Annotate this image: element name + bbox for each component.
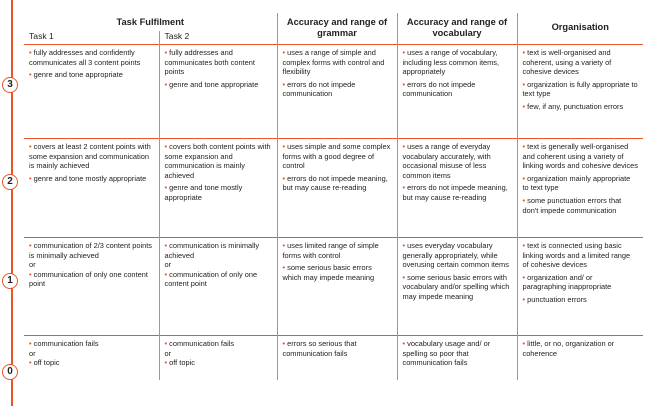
header-task1: Task 1: [29, 31, 54, 41]
bullet-icon: •: [522, 294, 528, 304]
descriptor-text: vocabulary usage and/ or spelling so poor that communication fails: [402, 339, 491, 368]
bullet-icon: •: [29, 269, 34, 279]
descriptor-item: [29, 349, 154, 359]
descriptor-text: genre and tone appropriate: [169, 79, 259, 89]
criteria-cell-task1: [24, 45, 159, 139]
criteria-cell-vocabulary: [397, 336, 517, 380]
descriptor-text: errors do not impede communication: [402, 79, 476, 99]
descriptor-item: [283, 263, 392, 282]
descriptor-item: [29, 174, 154, 184]
descriptor-text: fully addresses and confidently communicates all 3 content points: [29, 48, 141, 67]
descriptor-item: [403, 183, 512, 202]
bullet-icon: •: [522, 142, 528, 151]
descriptor-item: [403, 273, 512, 302]
descriptor-item: [165, 349, 272, 359]
criteria-cell-grammar: [277, 45, 397, 139]
rubric-body: [24, 45, 643, 380]
band-score-badge: 3: [2, 77, 18, 93]
criteria-cell-organisation: [517, 336, 643, 380]
descriptor-item: [165, 358, 272, 368]
descriptor-text: or: [164, 260, 172, 270]
criteria-cell-task2: [159, 238, 277, 336]
descriptor-text: uses a range of simple and complex forms with control and flexibility: [282, 48, 385, 77]
descriptor-item: [165, 48, 272, 77]
header-vocabulary: Accuracy and range of vocabulary: [397, 13, 517, 45]
criteria-cell-vocabulary: [397, 45, 517, 139]
descriptor-text: little, or no, organization or coherence: [522, 339, 615, 358]
descriptor-text: communication fails: [169, 339, 235, 348]
descriptor-item: [403, 241, 512, 270]
criteria-cell-organisation: [517, 45, 643, 139]
criteria-cell-grammar: [277, 139, 397, 238]
bullet-icon: •: [164, 142, 170, 151]
criteria-cell-vocabulary: [397, 238, 517, 336]
score-axis-line: [11, 0, 13, 406]
descriptor-text: communication fails: [33, 339, 99, 348]
bullet-icon: •: [29, 241, 34, 250]
descriptor-item: [283, 80, 392, 99]
descriptor-item: [29, 270, 154, 289]
bullet-icon: •: [164, 48, 170, 57]
bullet-icon: •: [522, 101, 528, 111]
bullet-icon: •: [164, 79, 170, 89]
descriptor-item: [165, 260, 272, 270]
descriptor-text: some serious basic errors which may impede meaning: [282, 263, 375, 282]
descriptor-item: [523, 80, 639, 99]
descriptor-text: uses everyday vocabulary generally appropriately, while overusing certain common items: [402, 241, 509, 270]
criteria-cell-grammar: [277, 238, 397, 336]
descriptor-text: text is connected using basic linking words and a limited range of cohesive devices: [522, 241, 631, 270]
descriptor-text: or: [29, 260, 36, 270]
bullet-icon: •: [402, 142, 408, 151]
descriptor-item: [29, 48, 154, 67]
band-score-badge: 1: [2, 273, 18, 289]
bullet-icon: •: [164, 269, 170, 279]
descriptor-item: [403, 48, 512, 77]
header-grammar: Accuracy and range of grammar: [277, 13, 397, 45]
descriptor-text: uses simple and some complex forms with a good degree of control: [282, 142, 391, 171]
descriptor-text: communication of only one content point: [29, 269, 148, 289]
descriptor-item: [29, 142, 154, 171]
bullet-icon: •: [164, 183, 170, 193]
descriptor-text: uses a range of everyday vocabulary accurately, with occasional misuse of less common items: [402, 142, 491, 180]
descriptor-text: errors do not impede meaning, but may cause re-reading: [402, 183, 508, 202]
bullet-icon: •: [29, 173, 34, 183]
bullet-icon: •: [402, 339, 408, 348]
header-task2: Task 2: [159, 31, 277, 45]
criteria-cell-task1: [24, 336, 159, 380]
descriptor-item: [523, 142, 639, 171]
bullet-icon: •: [282, 173, 288, 183]
criteria-cell-organisation: [517, 238, 643, 336]
descriptor-text: covers at least 2 content points with some expansion and communication is mainly achieved: [29, 142, 151, 171]
bullet-icon: •: [29, 339, 34, 348]
descriptor-text: uses a range of vocabulary, including less common items, appropriately: [402, 48, 500, 77]
descriptor-item: [29, 241, 154, 260]
descriptor-item: [283, 174, 392, 193]
bullet-icon: •: [522, 79, 528, 89]
bullet-icon: •: [522, 173, 528, 183]
bullet-icon: •: [29, 70, 34, 80]
band-row: [24, 139, 643, 238]
descriptor-text: some serious basic errors with vocabulary and/or spelling which may impede meaning: [402, 272, 510, 301]
header-task-fulfilment: Task Fulfilment: [116, 17, 184, 27]
bullet-icon: •: [282, 339, 288, 348]
descriptor-text: errors do not impede meaning, but may cause re-reading: [282, 173, 388, 193]
bullet-icon: •: [402, 48, 408, 57]
bullet-icon: •: [522, 48, 528, 57]
descriptor-item: [29, 358, 154, 368]
assessment-rubric-table: [24, 13, 643, 380]
descriptor-text: uses limited range of simple forms with control: [282, 241, 379, 260]
descriptor-item: [165, 80, 272, 90]
band-score-badge: 2: [2, 174, 18, 190]
criteria-cell-task1: [24, 139, 159, 238]
criteria-cell-vocabulary: [397, 139, 517, 238]
bullet-icon: •: [164, 339, 170, 348]
bullet-icon: •: [402, 241, 408, 250]
descriptor-item: [523, 241, 639, 270]
bullet-icon: •: [164, 358, 170, 368]
bullet-icon: •: [282, 241, 288, 250]
descriptor-item: [523, 102, 639, 112]
descriptor-item: [29, 339, 154, 349]
descriptor-text: punctuation errors: [527, 294, 587, 304]
descriptor-text: genre and tone appropriate: [33, 70, 123, 80]
descriptor-text: communication is minimally achieved: [164, 241, 260, 260]
descriptor-item: [523, 48, 639, 77]
bullet-icon: •: [164, 241, 170, 250]
band-row: [24, 238, 643, 336]
descriptor-item: [403, 142, 512, 180]
descriptor-text: few, if any, punctuation errors: [527, 101, 624, 111]
criteria-cell-grammar: [277, 336, 397, 380]
descriptor-item: [283, 48, 392, 77]
descriptor-text: fully addresses and communicates both content points: [164, 48, 255, 77]
descriptor-text: off topic: [33, 358, 60, 368]
header-organisation: Organisation: [517, 13, 643, 45]
bullet-icon: •: [29, 48, 34, 57]
descriptor-text: some punctuation errors that don't impede communication: [522, 195, 622, 215]
descriptor-text: communication of 2/3 content points is minimally achieved: [29, 241, 152, 260]
bullet-icon: •: [522, 339, 528, 348]
descriptor-text: off topic: [169, 358, 195, 368]
bullet-icon: •: [29, 358, 34, 368]
descriptor-text: text is well-organised and coherent, using a variety of cohesive devices: [522, 48, 612, 77]
descriptor-item: [523, 339, 639, 358]
criteria-cell-task1: [24, 238, 159, 336]
descriptor-text: text is generally well-organised and coherent using a variety of linking words and cohesive devices: [522, 142, 638, 171]
descriptor-item: [403, 80, 512, 99]
descriptor-text: or: [164, 348, 172, 358]
descriptor-text: genre and tone mostly appropriate: [33, 173, 147, 183]
bullet-icon: •: [282, 142, 288, 151]
descriptor-item: [283, 142, 392, 171]
bullet-icon: •: [282, 79, 288, 89]
descriptor-item: [29, 70, 154, 80]
bullet-icon: •: [522, 195, 528, 205]
descriptor-item: [165, 241, 272, 260]
descriptor-text: communication of only one content point: [164, 269, 258, 289]
descriptor-item: [165, 339, 272, 349]
bullet-icon: •: [29, 142, 34, 151]
descriptor-item: [523, 273, 639, 292]
criteria-cell-organisation: [517, 139, 643, 238]
descriptor-text: or: [29, 348, 36, 358]
descriptor-item: [165, 270, 272, 289]
descriptor-text: organization is fully appropriate to text type: [522, 79, 638, 99]
bullet-icon: •: [402, 272, 408, 282]
descriptor-text: covers both content points with some expansion and communication is mainly achieved: [164, 142, 271, 180]
bullet-icon: •: [522, 241, 528, 250]
bullet-icon: •: [282, 48, 288, 57]
descriptor-text: errors so serious that communication fails: [282, 339, 357, 358]
criteria-cell-task2: [159, 336, 277, 380]
criteria-cell-task2: [159, 139, 277, 238]
band-score-badge: 0: [2, 364, 18, 380]
criteria-cell-task2: [159, 45, 277, 139]
descriptor-text: organization and/ or paragraphing inappropriate: [522, 272, 612, 292]
descriptor-item: [29, 260, 154, 270]
descriptor-item: [165, 142, 272, 180]
descriptor-item: [523, 196, 639, 215]
descriptor-item: [283, 241, 392, 260]
descriptor-text: organization mainly appropriate to text type: [522, 173, 631, 193]
descriptor-item: [165, 183, 272, 202]
bullet-icon: •: [402, 183, 408, 193]
bullet-icon: •: [282, 263, 288, 273]
descriptor-text: genre and tone mostly appropriate: [164, 183, 243, 202]
descriptor-text: errors do not impede communication: [282, 79, 356, 99]
band-row: [24, 336, 643, 380]
descriptor-item: [283, 339, 392, 358]
descriptor-item: [403, 339, 512, 368]
descriptor-item: [523, 174, 639, 193]
descriptor-item: [523, 295, 639, 305]
band-row: [24, 45, 643, 139]
bullet-icon: •: [522, 272, 528, 282]
bullet-icon: •: [402, 79, 408, 89]
